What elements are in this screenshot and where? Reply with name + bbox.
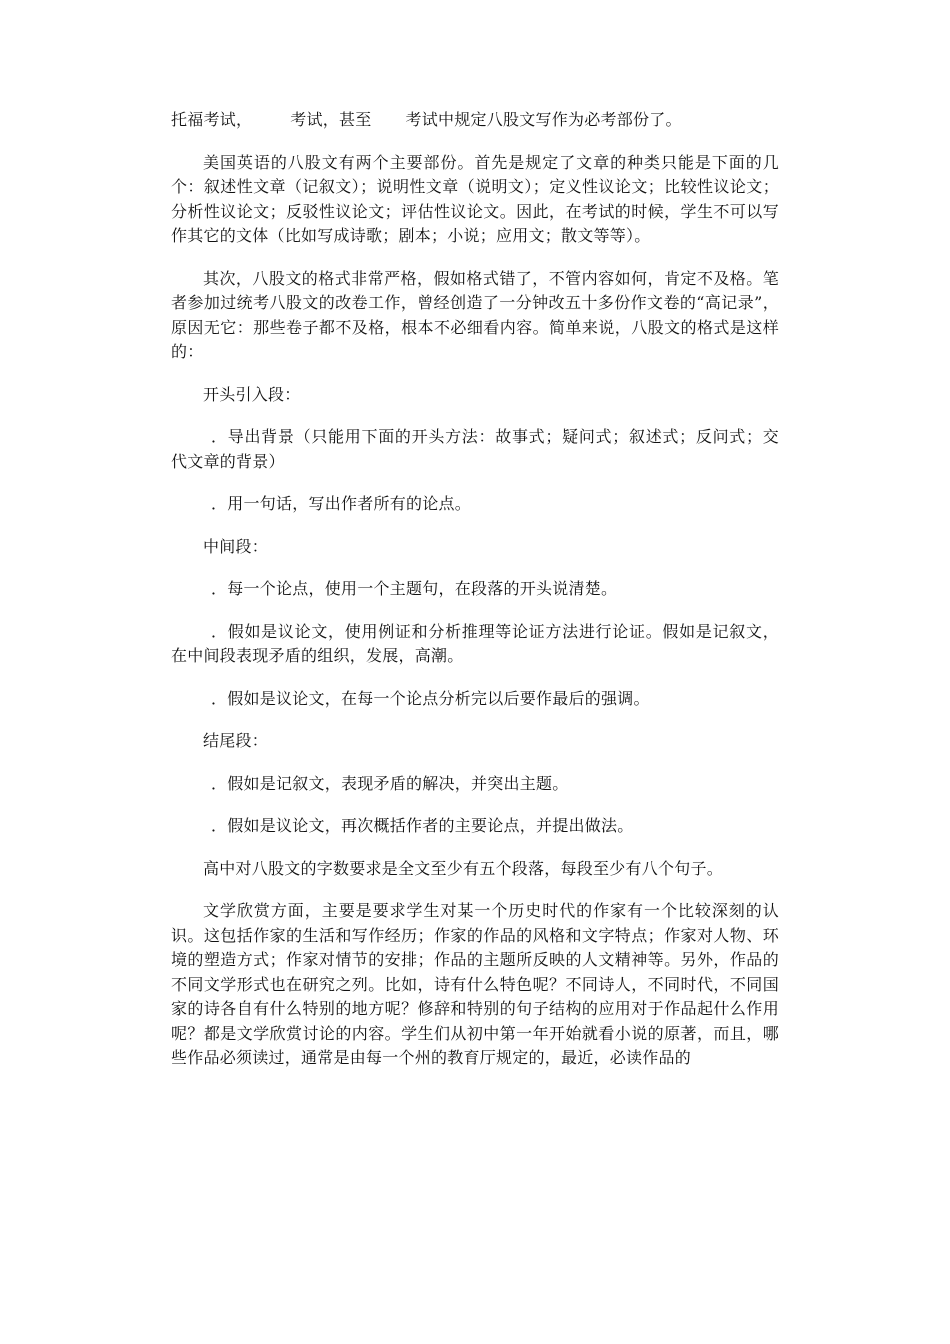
paragraph-essay-types: 美国英语的八股文有两个主要部份。首先是规定了文章的种类只能是下面的几个：叙述性文章（记叙文）；说明性文章（说明文）；定义性议论文；比较性议论文；分析性议论文；反驳性议论文；评估性议论文。因此，在考试的时候，学生不可以写作其它的文体（比如写成诗歌；剧本；小说；应用文；散文等等）。 bbox=[171, 152, 779, 245]
paragraph-essay-format: 其次，八股文的格式非常严格，假如格式错了，不管内容如何，肯定不及格。笔者参加过统考八股文的改卷工作，曾经创造了一分钟改五十多份作文卷的“高记录”，原因无它：那些卷子都不及格，根本不必细看内容。简单来说，八股文的格式是这样的： bbox=[171, 268, 779, 361]
list-item-middle-1: ．每一个论点，使用一个主题句，在段落的开头说清楚。 bbox=[211, 579, 618, 598]
heading-intro-paragraph: 开头引入段： bbox=[203, 384, 301, 404]
list-item-ending-1: ．假如是记叙文，表现矛盾的解决，并突出主题。 bbox=[211, 773, 569, 793]
list-item-ending-2: ．假如是议论文，再次概括作者的主要论点，并提出做法。 bbox=[211, 816, 634, 835]
opening-line-part-c: 考试中规定八股文写作为必考部份了。 bbox=[405, 110, 682, 129]
list-item-middle-2: ．假如是议论文，使用例证和分析推理等论证方法进行论证。假如是记叙文，在中间段表现矛盾的组织，发展，高潮。 bbox=[171, 621, 779, 665]
paragraph-literature-appreciation: 文学欣赏方面，主要是要求学生对某一个历史时代的作家有一个比较深刻的认识。这包括作家的生活和写作经历；作家的作品的风格和文字特点；作家对人物、环境的塑造方式；作家对情节的安排；作品的主题所反映的人文精神等。另外，作品的不同文学形式也在研究之列。比如，诗有什么特色呢？不同诗人，不同时代，不同国家的诗各自有什么特别的地方呢？修辞和特别的句子结构的应用对于作品起什么作用呢？都是文学欣赏讨论的内容。学生们从初中第一年开始就看小说的原著，而且，哪些作品必须读过，通常是由每一个州的教育厅规定的，最近，必读作品的 bbox=[171, 901, 779, 1067]
list-item-middle-3: ．假如是议论文，在每一个论点分析完以后要作最后的强调。 bbox=[211, 688, 650, 708]
document-page bbox=[171, 108, 779, 1089]
heading-middle-paragraph: 中间段： bbox=[203, 536, 269, 556]
list-item-intro-1: ．导出背景（只能用下面的开头方法：故事式；疑问式；叙述式；反问式；交代文章的背景） bbox=[171, 427, 779, 471]
opening-line bbox=[171, 108, 779, 133]
heading-ending-paragraph: 结尾段： bbox=[203, 731, 269, 750]
list-item-intro-2: ．用一句话，写出作者所有的论点。 bbox=[211, 494, 472, 513]
opening-line-part-b: 考试，甚至 bbox=[290, 110, 372, 129]
paragraph-length-requirement: 高中对八股文的字数要求是全文至少有五个段落，每段至少有八个句子。 bbox=[203, 858, 724, 878]
opening-line-part-a: 托福考试， bbox=[171, 110, 253, 129]
